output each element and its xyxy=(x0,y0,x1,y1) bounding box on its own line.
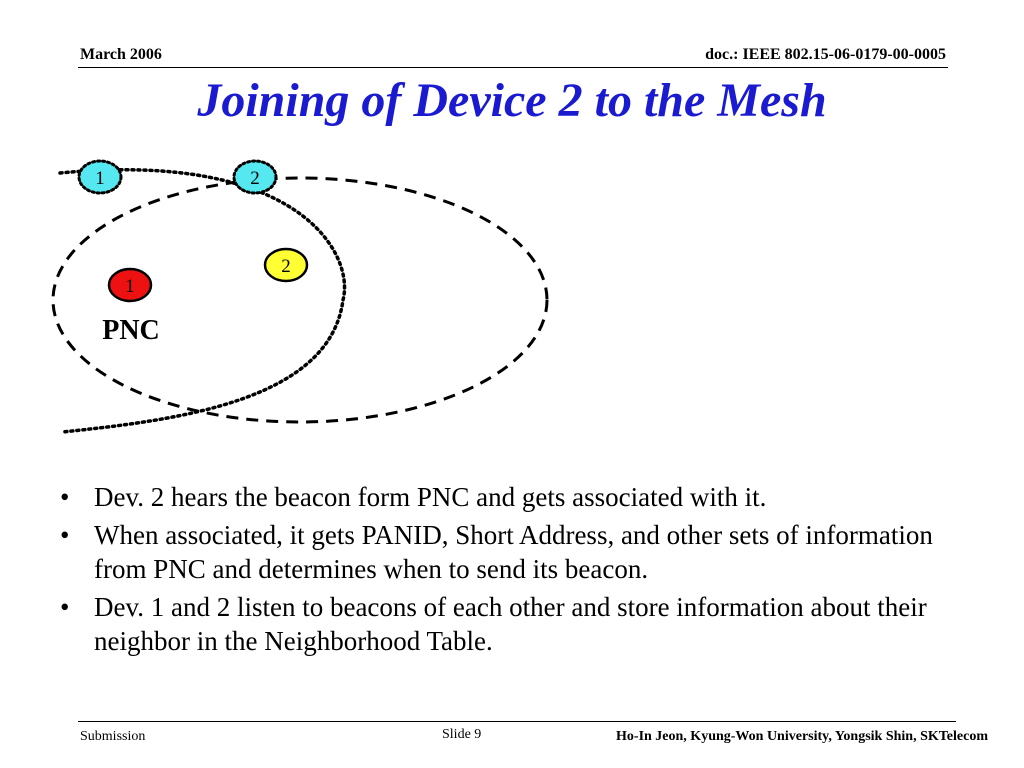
node-beacon-2 xyxy=(234,161,276,193)
footer-slide-number: Slide 9 xyxy=(442,727,482,742)
bullet-item xyxy=(56,518,976,586)
bullet-text: When associated, it gets PANID, Short Address, and other sets of information from PNC and determines when to send its beacon. xyxy=(94,520,933,584)
footer-submission: Submission xyxy=(80,729,146,744)
footer-divider xyxy=(78,721,956,722)
bullet-marker: • xyxy=(60,592,70,622)
slide-title: Joining of Device 2 to the Mesh xyxy=(197,74,827,127)
bullet-text: Dev. 2 hears the beacon form PNC and gets associated with it. xyxy=(94,482,767,512)
node-beacon-2-label: 2 xyxy=(250,168,260,189)
bullet-marker: • xyxy=(60,520,70,550)
header-doc-id: doc.: IEEE 802.15-06-0179-00-0005 xyxy=(705,46,946,63)
device2-range-arc xyxy=(60,170,345,432)
node-beacon-1-label: 1 xyxy=(95,168,105,189)
pnc-caption: PNC xyxy=(102,315,160,346)
bullet-marker: • xyxy=(60,482,70,512)
header-date: March 2006 xyxy=(80,46,162,63)
node-pnc-label: 1 xyxy=(125,276,135,297)
footer-authors: Ho-In Jeon, Kyung-Won University, Yongsik Shin, SKTelecom xyxy=(616,729,988,744)
bullet-text: Dev. 1 and 2 listen to beacons of each other and store information about their neighbor in the Neighborhood Table. xyxy=(94,592,927,656)
node-device-2-label: 2 xyxy=(281,256,291,277)
node-device-2 xyxy=(265,249,307,281)
bullet-list xyxy=(56,480,976,662)
bullet-item xyxy=(56,480,976,514)
node-beacon-1 xyxy=(79,161,121,193)
node-pnc xyxy=(109,269,151,301)
bullet-item xyxy=(56,590,976,658)
